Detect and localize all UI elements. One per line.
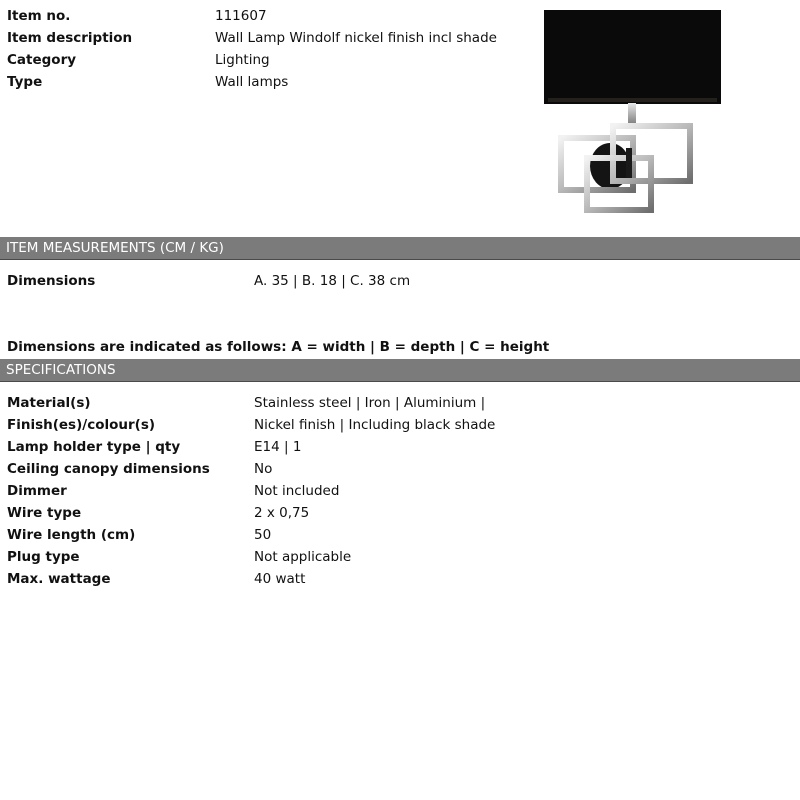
lamp-shade xyxy=(544,10,721,104)
spec-label: Wire length (cm) xyxy=(7,527,136,543)
specifications-header-divider xyxy=(0,381,800,382)
spec-value: 2 x 0,75 xyxy=(254,505,310,521)
specifications-header xyxy=(0,359,800,381)
measurements-header-label: ITEM MEASUREMENTS (CM / KG) xyxy=(6,240,224,256)
category-label: Category xyxy=(7,52,77,68)
type-label: Type xyxy=(7,74,43,90)
item-description-value: Wall Lamp Windolf nickel finish incl shade xyxy=(215,30,497,46)
spec-value: Not included xyxy=(254,483,340,499)
spec-value: E14 | 1 xyxy=(254,439,302,455)
measurements-header xyxy=(0,237,800,259)
spec-label: Plug type xyxy=(7,549,80,565)
item-no-label: Item no. xyxy=(7,8,71,24)
spec-value: Not applicable xyxy=(254,549,352,565)
spec-label: Max. wattage xyxy=(7,571,111,587)
item-description-label: Item description xyxy=(7,30,133,46)
item-no-value: 111607 xyxy=(215,8,267,24)
lamp-arm xyxy=(626,148,632,178)
measurements-header-divider xyxy=(0,259,800,260)
spec-value: Stainless steel | Iron | Aluminium | xyxy=(254,395,486,411)
spec-label: Ceiling canopy dimensions xyxy=(7,461,210,477)
wall-lamp-product-photo-icon xyxy=(540,8,725,218)
spec-value: Nickel finish | Including black shade xyxy=(254,417,496,433)
lamp-shade-bottom-edge xyxy=(548,98,717,102)
specifications-header-label: SPECIFICATIONS xyxy=(6,362,116,378)
spec-value: No xyxy=(254,461,273,477)
lamp-holder-stem xyxy=(628,103,636,125)
spec-value: 50 xyxy=(254,527,272,543)
spec-label: Finish(es)/colour(s) xyxy=(7,417,156,433)
spec-label: Wire type xyxy=(7,505,82,521)
dimensions-label: Dimensions xyxy=(7,273,96,289)
spec-label: Lamp holder type | qty xyxy=(7,439,181,455)
dimensions-note: Dimensions are indicated as follows: A = width | B = depth | C = height xyxy=(7,339,550,355)
spec-value: 40 watt xyxy=(254,571,306,587)
spec-label: Material(s) xyxy=(7,395,91,411)
type-value: Wall lamps xyxy=(215,74,289,90)
dimensions-value: A. 35 | B. 18 | C. 38 cm xyxy=(254,273,411,289)
category-value: Lighting xyxy=(215,52,270,68)
spec-label: Dimmer xyxy=(7,483,67,499)
